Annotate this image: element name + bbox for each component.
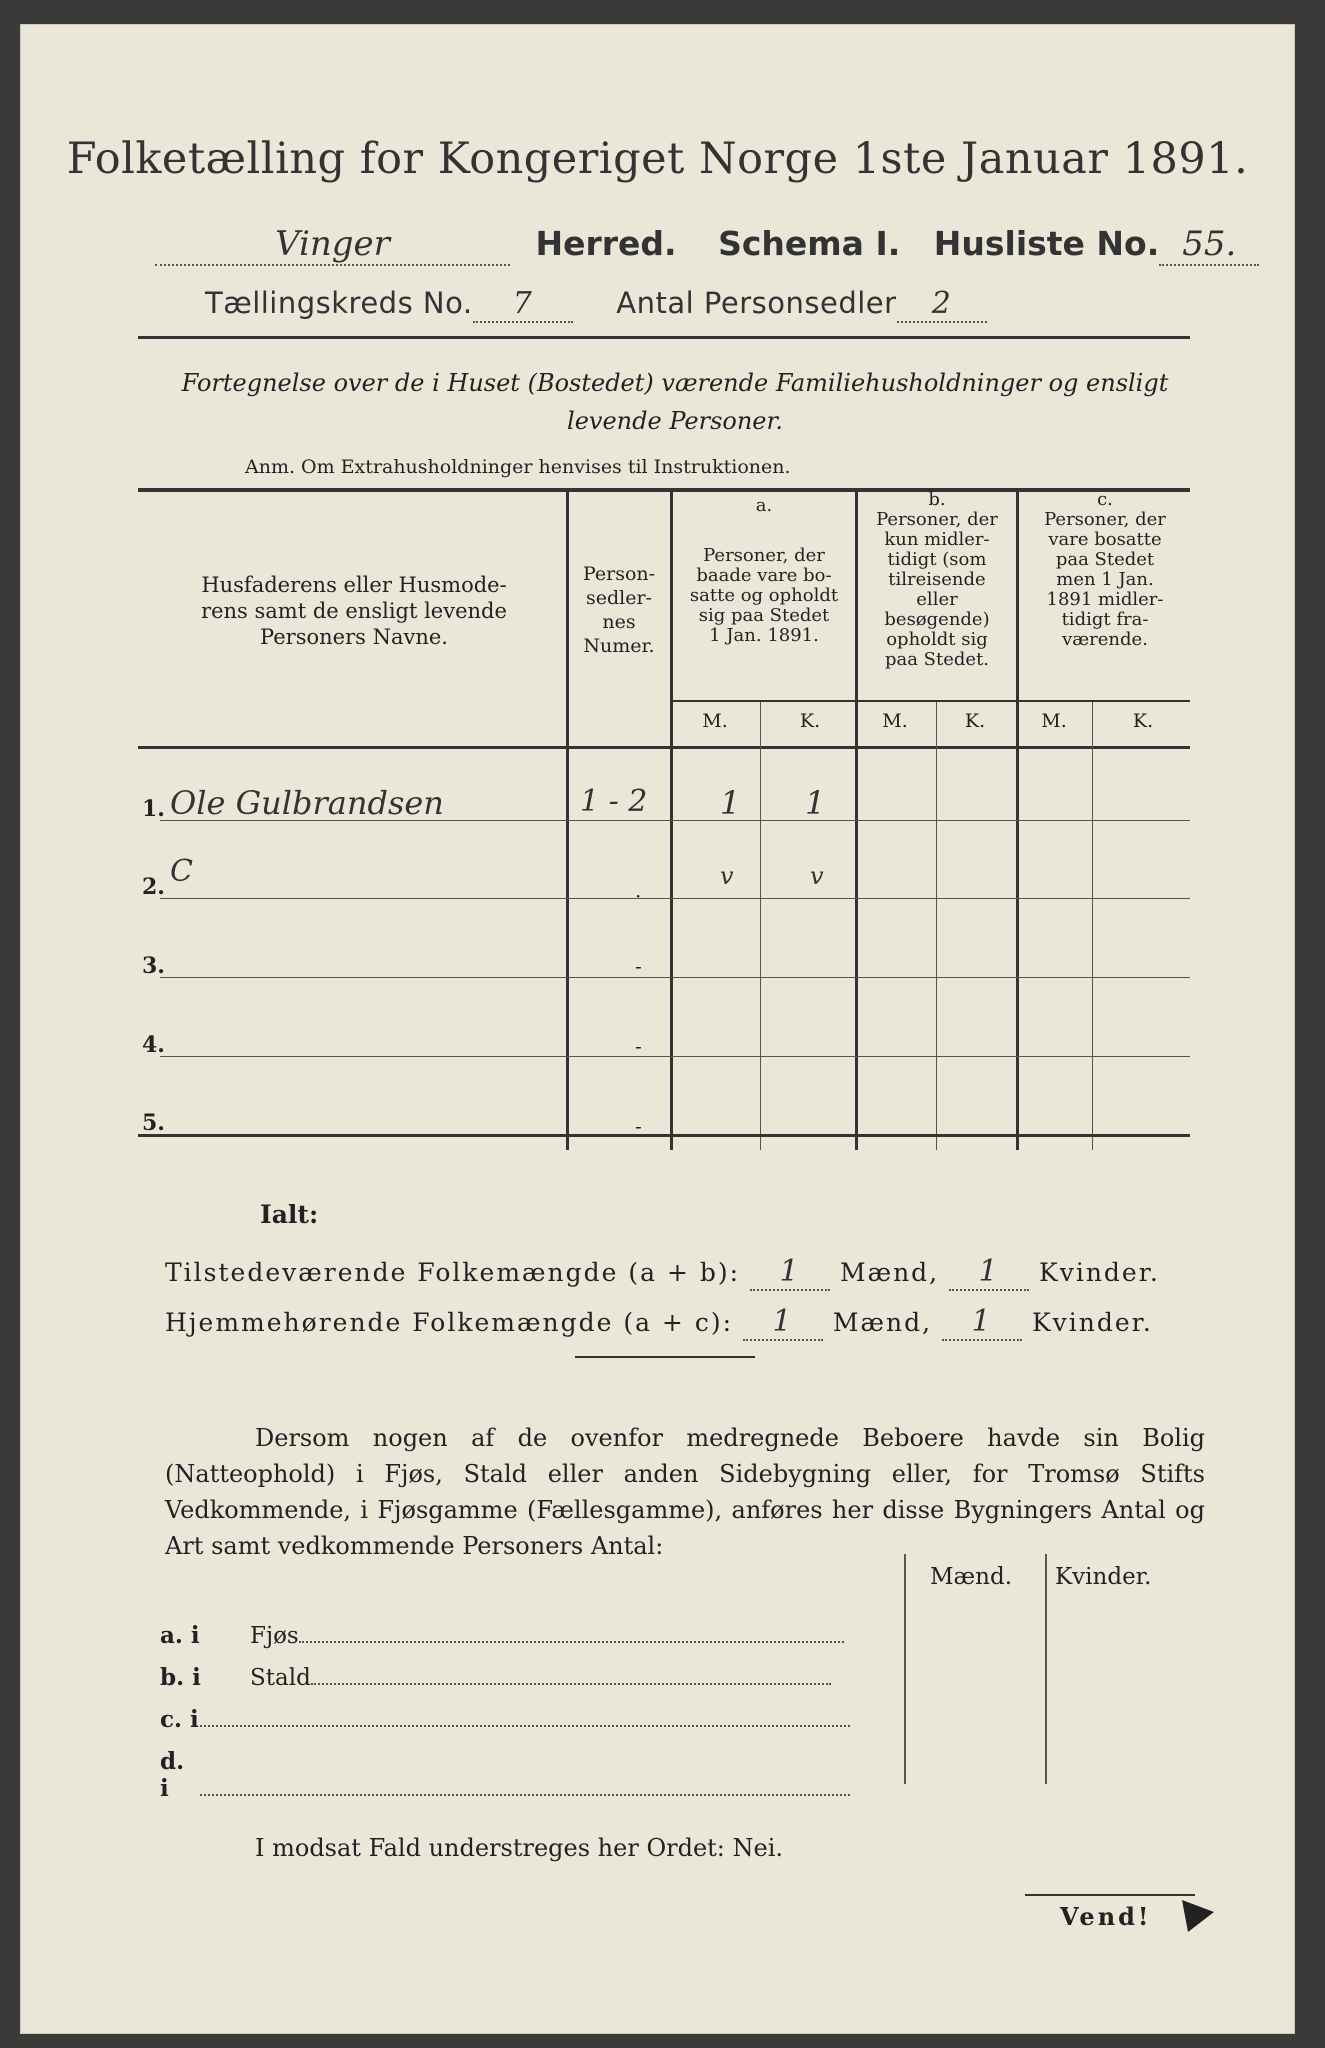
mk-rule <box>670 700 1190 702</box>
person-number: 1 - 2 <box>580 784 648 819</box>
col-header-b: b. Personer, der kun midler- tidigt (som tilreisende eller besøgende) opholdt sig paa Stedet. <box>876 489 998 670</box>
herred-line <box>155 224 1259 266</box>
ialt-label: Ialt: <box>260 1200 319 1229</box>
row-dash: - <box>635 954 642 978</box>
vend-label: Vend! <box>1060 1902 1152 1931</box>
col-b-k: K. <box>964 710 986 732</box>
col-a-m: M. <box>702 710 728 732</box>
form-title: Folketælling for Kongeriget Norge 1ste Januar 1891. <box>66 134 1249 184</box>
herred-label: Herred. <box>535 224 677 263</box>
row-number: 5. <box>142 1110 165 1136</box>
building-item: b. i Stald <box>160 1664 831 1691</box>
kreds-label: Tællingskreds No. <box>205 286 473 320</box>
check-mark: v <box>810 862 824 890</box>
count-col-divider <box>904 1554 906 1784</box>
count-a-m: 1 <box>720 784 741 822</box>
annotation-note: Anm. Om Extrahusholdninger henvises til Instruktionen. <box>245 456 791 478</box>
row-number: 2. <box>142 874 165 900</box>
row-dash: - <box>635 1114 642 1138</box>
kreds-line <box>205 286 987 323</box>
count-a-k: 1 <box>805 784 826 822</box>
vend-rule <box>1025 1894 1195 1896</box>
row-number: 4. <box>142 1032 165 1058</box>
maend-header: Mænd. <box>930 1564 1013 1590</box>
mk-divider <box>760 700 761 1150</box>
col-header-name: Husfaderens eller Husmode- rens samt de ensligt levende Personers Navne. <box>201 573 507 649</box>
total-present: Tilstedeværende Folkemængde (a + b): 1 Mænd, 1 Kvinder. <box>165 1254 1160 1289</box>
personsedler-label: Antal Personsedler <box>616 286 897 320</box>
row-rule <box>160 977 1190 978</box>
mk-divider <box>1092 700 1093 1150</box>
col-b-m: M. <box>882 710 908 732</box>
total-resident: Hjemmehørende Folkemængde (a + c): 1 Mænd, 1 Kvinder. <box>165 1304 1153 1339</box>
header-rule <box>138 336 1190 339</box>
building-item: c. i <box>160 1706 850 1733</box>
building-item: a. i Fjøs <box>160 1622 844 1649</box>
col-header-a: a. Personer, der baade vare bo- satte og opholdt sig paa Stedet 1 Jan. 1891. <box>689 495 839 646</box>
husliste-value: 55. <box>1159 224 1259 266</box>
census-form <box>20 24 1295 2034</box>
row-number: 3. <box>142 953 165 979</box>
col-c-k: K. <box>1132 710 1154 732</box>
kreds-value: 7 <box>473 286 573 323</box>
table-header-rule <box>138 746 1190 749</box>
instruction-paragraph: Dersom nogen af de ovenfor medregnede Beboere havde sin Bolig (Natteophold) i Fjøs, Stald eller anden Sidebygning eller, for Tromsø Stifts Vedkommende, i Fjøsgamme (Fællesgamme), anføres her disse Bygningers Antal og Art samt vedkommende Personers Antal: <box>165 1424 1205 1560</box>
kvinder-header: Kvinder. <box>1055 1564 1152 1590</box>
continuation-mark: C <box>170 854 193 889</box>
form-description: Fortegnelse over de i Huset (Bostedet) værende Familiehusholdninger og ensligt levende Personer. <box>181 369 1169 435</box>
separator <box>575 1356 755 1358</box>
personsedler-value: 2 <box>897 286 987 323</box>
col-c-m: M. <box>1041 710 1067 732</box>
arrow-icon <box>1178 1896 1218 1936</box>
row-dash: · <box>635 884 642 908</box>
table-bottom-rule <box>138 1134 1190 1137</box>
schema-label: Schema I. <box>718 224 901 263</box>
row-number: 1. <box>142 796 165 822</box>
check-mark: v <box>720 862 734 890</box>
row-dash: - <box>635 1034 642 1058</box>
col-a-k: K. <box>799 710 821 732</box>
col-header-number: Person- sedler- nes Numer. <box>582 563 656 657</box>
col-header-c: c. Personer, der vare bosatte paa Stedet men 1 Jan. 1891 midler- tidigt fra- værende. <box>1044 489 1166 650</box>
building-item: d. i <box>160 1748 850 1802</box>
row-rule <box>160 1056 1190 1057</box>
footer-note: I modsat Fald understreges her Ordet: Nei. <box>255 1834 784 1862</box>
mk-divider <box>936 700 937 1150</box>
husliste-label: Husliste No. <box>933 224 1160 263</box>
row-rule <box>160 898 1190 899</box>
count-col-divider <box>1045 1554 1047 1784</box>
person-name: Ole Gulbrandsen <box>170 784 444 822</box>
herred-value: Vinger <box>155 224 510 266</box>
